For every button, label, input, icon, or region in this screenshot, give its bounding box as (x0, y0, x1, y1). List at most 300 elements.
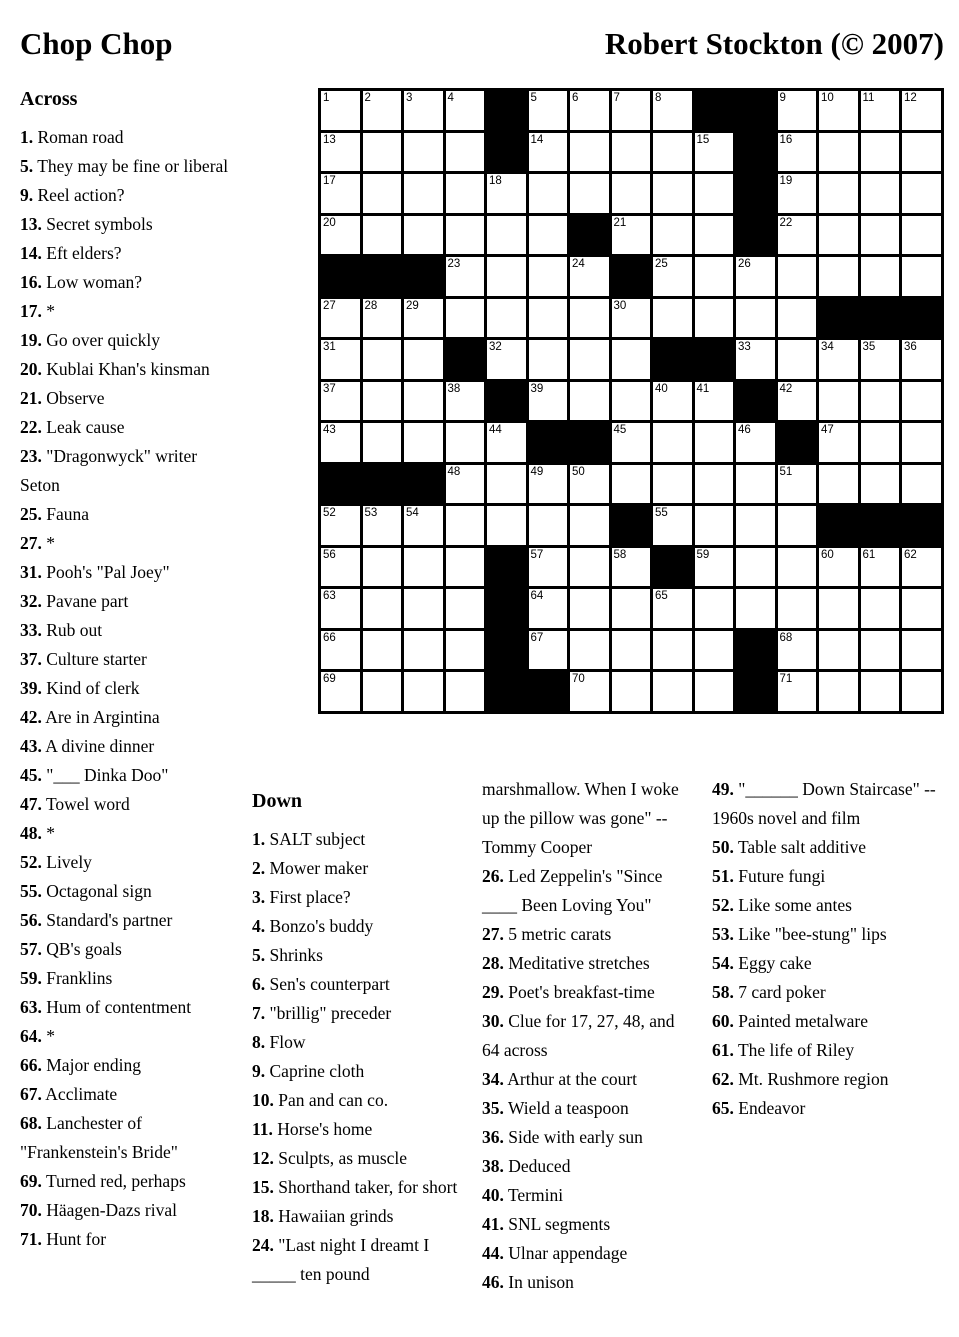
grid-cell[interactable] (778, 299, 817, 338)
clue-text: Rub out (46, 620, 103, 640)
grid-cell[interactable] (404, 548, 443, 587)
clue-down-2 (252, 854, 465, 883)
clue-across-23 (20, 442, 241, 500)
grid-cell[interactable] (612, 465, 651, 504)
clue-across-63 (20, 993, 241, 1022)
grid-cell[interactable] (404, 91, 443, 130)
grid-cell[interactable] (778, 672, 817, 711)
grid-cell[interactable] (902, 631, 941, 670)
grid-cell[interactable] (695, 216, 734, 255)
clue-text: Octagonal sign (46, 881, 152, 901)
grid-cell[interactable] (612, 299, 651, 338)
grid-cell[interactable] (778, 631, 817, 670)
grid-cell[interactable] (819, 91, 858, 130)
clue-number: 31. (20, 562, 42, 582)
cell-number: 21 (613, 216, 627, 229)
grid-cell[interactable] (612, 548, 651, 587)
grid-cell[interactable] (321, 216, 360, 255)
grid-cell[interactable] (902, 465, 941, 504)
grid-cell[interactable] (612, 133, 651, 172)
grid-cell[interactable] (695, 631, 734, 670)
grid-cell[interactable] (570, 506, 609, 545)
grid-cell[interactable] (404, 589, 443, 628)
grid-cell[interactable] (653, 506, 692, 545)
clue-number: 59. (20, 968, 42, 988)
clue-number: 11. (252, 1119, 273, 1139)
grid-cell[interactable] (321, 133, 360, 172)
grid-cell[interactable] (363, 133, 402, 172)
clue-number: 64. (20, 1026, 42, 1046)
grid-cell[interactable] (612, 91, 651, 130)
grid-cell[interactable] (653, 465, 692, 504)
grid-cell[interactable] (902, 257, 941, 296)
grid-cell[interactable] (861, 631, 900, 670)
cell-number: 12 (904, 92, 917, 104)
grid-cell[interactable] (404, 299, 443, 338)
down-clues-column-2 (482, 775, 691, 1297)
clue-number: 21. (20, 388, 42, 408)
grid-cell[interactable] (861, 91, 900, 130)
grid-cell[interactable] (612, 672, 651, 711)
grid-cell[interactable] (570, 257, 609, 296)
grid-cell[interactable] (695, 382, 734, 421)
grid-cell[interactable] (529, 174, 568, 213)
grid-cell[interactable] (363, 589, 402, 628)
grid-cell[interactable] (404, 340, 443, 379)
grid-cell-block (612, 257, 651, 296)
grid-cell[interactable] (695, 672, 734, 711)
grid-cell[interactable] (736, 506, 775, 545)
grid-cell[interactable] (321, 91, 360, 130)
grid-cell[interactable] (404, 631, 443, 670)
grid-cell[interactable] (363, 506, 402, 545)
grid-cell[interactable] (778, 91, 817, 130)
grid-cell-block (736, 133, 775, 172)
cell-number: 18 (489, 175, 502, 187)
grid-cell-block (487, 548, 526, 587)
grid-cell[interactable] (446, 133, 485, 172)
grid-cell[interactable] (570, 672, 609, 711)
clue-number: 50. (712, 837, 734, 857)
cell-number: 3 (406, 92, 413, 104)
clue-text: Meditative stretches (508, 953, 650, 973)
grid-cell[interactable] (321, 548, 360, 587)
clue-text: Go over quickly (46, 330, 160, 350)
grid-cell[interactable] (695, 465, 734, 504)
grid-cell[interactable] (529, 257, 568, 296)
grid-cell[interactable] (612, 423, 651, 462)
grid-cell[interactable] (321, 174, 360, 213)
clue-number: 67. (20, 1084, 42, 1104)
cell-number: 25 (655, 258, 668, 270)
grid-cell[interactable] (612, 174, 651, 213)
grid-cell[interactable] (570, 174, 609, 213)
grid-cell[interactable] (778, 174, 817, 213)
grid-cell[interactable] (695, 548, 734, 587)
grid-cell[interactable] (653, 299, 692, 338)
grid-cell-block (487, 631, 526, 670)
cell-number: 64 (530, 590, 544, 602)
grid-cell[interactable] (695, 299, 734, 338)
clue-number: 68. (20, 1113, 42, 1133)
cell-number: 14 (530, 133, 544, 146)
clue-text: Sculpts, as muscle (278, 1148, 408, 1168)
grid-cell[interactable] (446, 506, 485, 545)
grid-cell-block (653, 340, 692, 379)
grid-cell[interactable] (736, 340, 775, 379)
grid-cell[interactable] (529, 382, 568, 421)
grid-cell[interactable] (529, 340, 568, 379)
grid-cell[interactable] (612, 382, 651, 421)
clue-text: Led Zeppelin's "Since ____ Been Loving You" (482, 866, 663, 915)
grid-cell[interactable] (778, 133, 817, 172)
grid-cell[interactable] (446, 174, 485, 213)
clue-number: 69. (20, 1171, 42, 1191)
clue-text: "___ Dinka Doo" (46, 765, 169, 785)
grid-cell[interactable] (819, 423, 858, 462)
clue-down-51 (712, 862, 945, 891)
grid-cell[interactable] (778, 257, 817, 296)
grid-cell[interactable] (861, 257, 900, 296)
grid-cell[interactable] (529, 299, 568, 338)
clue-number: 1. (252, 829, 266, 849)
down-clues-list-3 (712, 775, 945, 1123)
grid-cell[interactable] (861, 216, 900, 255)
grid-cell[interactable] (653, 91, 692, 130)
grid-cell[interactable] (695, 257, 734, 296)
grid-cell[interactable] (487, 340, 526, 379)
grid-cell[interactable] (570, 91, 609, 130)
grid-cell[interactable] (487, 299, 526, 338)
clue-down-27 (482, 920, 691, 949)
grid-cell[interactable] (446, 257, 485, 296)
grid-cell[interactable] (612, 340, 651, 379)
cell-number: 28 (364, 299, 378, 312)
clue-down-10 (252, 1086, 465, 1115)
clue-number: 52. (20, 852, 42, 872)
grid-cell[interactable] (404, 216, 443, 255)
grid-cell[interactable] (404, 672, 443, 711)
grid-cell[interactable] (861, 423, 900, 462)
clue-text: First place? (269, 887, 351, 907)
grid-cell[interactable] (570, 340, 609, 379)
grid-cell[interactable] (653, 382, 692, 421)
grid-cell[interactable] (404, 133, 443, 172)
grid-cell[interactable] (778, 382, 817, 421)
clue-down-26 (482, 862, 691, 920)
grid-cell[interactable] (529, 216, 568, 255)
grid-cell[interactable] (570, 465, 609, 504)
cell-number: 15 (696, 133, 710, 146)
cell-number: 49 (530, 465, 544, 478)
clue-number: 26. (482, 866, 504, 886)
grid-cell-block (736, 631, 775, 670)
clue-text: Lanchester of "Frankenstein's Bride" (20, 1113, 178, 1162)
grid-cell[interactable] (529, 91, 568, 130)
clue-number: 13. (20, 214, 42, 234)
clue-text: Ulnar appendage (508, 1243, 628, 1263)
grid-cell[interactable] (321, 423, 360, 462)
grid-cell[interactable] (819, 340, 858, 379)
grid-cell[interactable] (487, 174, 526, 213)
grid-cell[interactable] (570, 589, 609, 628)
grid-cell[interactable] (653, 631, 692, 670)
clue-number: 19. (20, 330, 42, 350)
grid-cell[interactable] (653, 589, 692, 628)
clue-down-41 (482, 1210, 691, 1239)
cell-number: 22 (779, 216, 793, 229)
grid-cell[interactable] (695, 423, 734, 462)
grid-cell[interactable] (570, 382, 609, 421)
cell-number: 47 (821, 424, 834, 436)
grid-cell-block (446, 340, 485, 379)
clue-text: Are in Argintina (45, 707, 160, 727)
clue-across-43 (20, 732, 241, 761)
grid-cell[interactable] (861, 672, 900, 711)
grid-cell[interactable] (404, 423, 443, 462)
grid-cell-block (487, 91, 526, 130)
grid-cell[interactable] (321, 299, 360, 338)
clue-number: 37. (20, 649, 42, 669)
grid-cell[interactable] (529, 133, 568, 172)
grid-cell[interactable] (819, 216, 858, 255)
grid-cell-block (819, 506, 858, 545)
grid-cell[interactable] (653, 672, 692, 711)
clue-text: "______ Down Staircase" -- 1960s novel and film (712, 779, 936, 828)
grid-cell[interactable] (363, 423, 402, 462)
grid-cell[interactable] (446, 672, 485, 711)
grid-cell[interactable] (736, 257, 775, 296)
clue-text: * (46, 1026, 55, 1046)
grid-cell-block (861, 506, 900, 545)
grid-cell[interactable] (321, 589, 360, 628)
clue-text: Häagen-Dazs rival (46, 1200, 177, 1220)
grid-cell[interactable] (529, 548, 568, 587)
grid-cell[interactable] (570, 631, 609, 670)
clue-text: Turned red, perhaps (45, 1171, 186, 1191)
clue-text: In unison (508, 1272, 574, 1292)
grid-cell[interactable] (902, 382, 941, 421)
clue-number: 63. (20, 997, 42, 1017)
grid-cell[interactable] (363, 91, 402, 130)
cell-number: 17 (323, 175, 336, 187)
grid-cell[interactable] (695, 506, 734, 545)
clue-across-57 (20, 935, 241, 964)
grid-cell[interactable] (487, 257, 526, 296)
grid-cell[interactable] (902, 423, 941, 462)
clue-text: 7 card poker (738, 982, 826, 1002)
clue-across-39 (20, 674, 241, 703)
grid-cell[interactable] (612, 631, 651, 670)
clue-across-71 (20, 1225, 241, 1254)
grid-cell[interactable] (363, 340, 402, 379)
clue-across-59 (20, 964, 241, 993)
grid-cell[interactable] (363, 382, 402, 421)
clue-text: Bonzo's buddy (269, 916, 374, 936)
grid-cell[interactable] (529, 631, 568, 670)
grid-cell[interactable] (902, 91, 941, 130)
clue-down-61 (712, 1036, 945, 1065)
grid-cell[interactable] (653, 216, 692, 255)
grid-cell[interactable] (612, 216, 651, 255)
grid-cell[interactable] (861, 382, 900, 421)
grid-cell[interactable] (819, 631, 858, 670)
clue-text: Shrinks (269, 945, 323, 965)
grid-cell[interactable] (321, 631, 360, 670)
grid-cell[interactable] (446, 91, 485, 130)
grid-cell[interactable] (736, 465, 775, 504)
grid-cell[interactable] (861, 340, 900, 379)
clue-text: "Dragonwyck" writer Seton (20, 446, 198, 495)
clue-across-21 (20, 384, 241, 413)
clue-down-1 (252, 825, 465, 854)
grid-cell[interactable] (819, 589, 858, 628)
grid-cell[interactable] (902, 133, 941, 172)
grid-cell[interactable] (570, 548, 609, 587)
grid-cell[interactable] (819, 257, 858, 296)
clue-text: Sen's counterpart (269, 974, 390, 994)
grid-cell-block (653, 548, 692, 587)
clue-text: Hunt for (46, 1229, 107, 1249)
grid-cell[interactable] (363, 299, 402, 338)
grid-cell[interactable] (819, 672, 858, 711)
grid-cell[interactable] (570, 133, 609, 172)
grid-cell[interactable] (363, 174, 402, 213)
grid-cell[interactable] (653, 174, 692, 213)
grid-cell[interactable] (902, 548, 941, 587)
clue-across-5 (20, 152, 241, 181)
clue-text: Mower maker (269, 858, 369, 878)
grid-cell[interactable] (321, 506, 360, 545)
grid-cell[interactable] (529, 589, 568, 628)
clue-number: 41. (482, 1214, 504, 1234)
grid-cell[interactable] (902, 174, 941, 213)
grid-cell[interactable] (778, 506, 817, 545)
clue-number: 12. (252, 1148, 274, 1168)
grid-cell[interactable] (446, 216, 485, 255)
clue-number: 43. (20, 736, 42, 756)
grid-cell[interactable] (778, 216, 817, 255)
grid-cell[interactable] (695, 174, 734, 213)
grid-cell[interactable] (778, 465, 817, 504)
cell-number: 52 (323, 507, 336, 519)
grid-cell[interactable] (819, 133, 858, 172)
grid-cell[interactable] (736, 589, 775, 628)
grid-cell[interactable] (902, 589, 941, 628)
grid-cell[interactable] (819, 548, 858, 587)
grid-cell[interactable] (819, 382, 858, 421)
grid-cell[interactable] (363, 216, 402, 255)
clue-text: Horse's home (277, 1119, 373, 1139)
grid-cell[interactable] (529, 506, 568, 545)
grid-cell[interactable] (404, 382, 443, 421)
clue-text: * (46, 533, 55, 553)
grid-cell[interactable] (487, 506, 526, 545)
grid-cell[interactable] (653, 133, 692, 172)
grid-cell[interactable] (861, 465, 900, 504)
clue-down-40 (482, 1181, 691, 1210)
grid-cell[interactable] (778, 340, 817, 379)
clue-number: 23. (20, 446, 42, 466)
grid-cell[interactable] (861, 589, 900, 628)
grid-cell[interactable] (778, 548, 817, 587)
grid-cell[interactable] (736, 299, 775, 338)
grid-cell[interactable] (446, 423, 485, 462)
grid-cell[interactable] (321, 382, 360, 421)
cell-number: 70 (572, 673, 585, 685)
down-clues-column-1 (252, 790, 465, 1289)
grid-cell[interactable] (363, 548, 402, 587)
clue-down-34 (482, 1065, 691, 1094)
grid-cell[interactable] (653, 423, 692, 462)
clue-text: * (46, 301, 55, 321)
grid-cell[interactable] (446, 631, 485, 670)
cell-number: 60 (821, 548, 834, 561)
grid-cell[interactable] (529, 465, 568, 504)
clue-number: 20. (20, 359, 42, 379)
grid-cell[interactable] (695, 589, 734, 628)
grid-cell[interactable] (446, 589, 485, 628)
grid-cell[interactable] (404, 174, 443, 213)
clue-across-31 (20, 558, 241, 587)
grid-cell[interactable] (736, 548, 775, 587)
grid-cell[interactable] (902, 340, 941, 379)
clue-text: Like some antes (738, 895, 852, 915)
grid-cell[interactable] (861, 174, 900, 213)
grid-cell[interactable] (902, 216, 941, 255)
clue-text: Pavane part (46, 591, 129, 611)
grid-cell[interactable] (819, 174, 858, 213)
grid-cell[interactable] (570, 299, 609, 338)
grid-cell[interactable] (819, 465, 858, 504)
grid-cell[interactable] (446, 299, 485, 338)
grid-cell[interactable] (861, 133, 900, 172)
cell-number: 7 (613, 92, 620, 104)
clue-down-9 (252, 1057, 465, 1086)
grid-cell[interactable] (321, 340, 360, 379)
grid-cell[interactable] (363, 631, 402, 670)
grid-cell[interactable] (446, 548, 485, 587)
grid-cell[interactable] (653, 257, 692, 296)
grid-cell[interactable] (778, 589, 817, 628)
grid-cell[interactable] (321, 672, 360, 711)
grid-cell[interactable] (363, 672, 402, 711)
grid-cell[interactable] (446, 465, 485, 504)
clue-number: 8. (252, 1032, 266, 1052)
cell-number: 8 (655, 92, 662, 104)
clue-text: Hum of contentment (46, 997, 192, 1017)
clue-number: 29. (482, 982, 504, 1002)
grid-cell[interactable] (612, 589, 651, 628)
grid-cell[interactable] (487, 216, 526, 255)
grid-cell[interactable] (487, 423, 526, 462)
clue-text: Lively (46, 852, 92, 872)
grid-cell[interactable] (902, 672, 941, 711)
grid-cell[interactable] (695, 133, 734, 172)
clue-across-9 (20, 181, 241, 210)
grid-cell[interactable] (446, 382, 485, 421)
cell-number: 68 (779, 631, 793, 644)
grid-cell[interactable] (861, 548, 900, 587)
crossword-grid (318, 88, 944, 714)
grid-cell[interactable] (736, 423, 775, 462)
grid-cell[interactable] (404, 506, 443, 545)
grid-cell-block (736, 91, 775, 130)
clue-number: 32. (20, 591, 42, 611)
clue-number: 9. (252, 1061, 266, 1081)
grid-cell[interactable] (487, 465, 526, 504)
clue-number: 39. (20, 678, 42, 698)
